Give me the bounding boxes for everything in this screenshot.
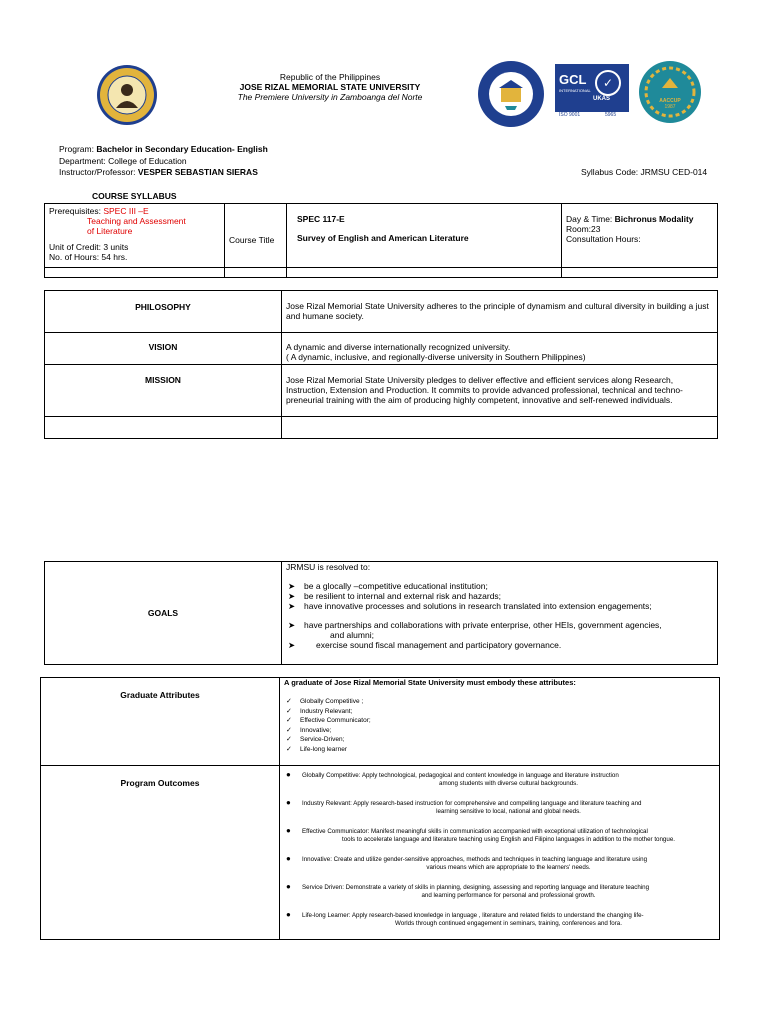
vision-line2: ( A dynamic, inclusive, and regionally-diverse university in Southern Philippines) <box>286 352 586 362</box>
prereq-cell <box>45 204 225 268</box>
list-item: ● Effective Communicator: Manifest meaningful skills in communication accompanied with exceptional utilization of technological tools to accelerate language and literature teaching using English and Filipino languages in addition to the mother tongue. <box>286 826 675 843</box>
department-line: Department: College of Education <box>59 155 187 166</box>
goals-table <box>44 561 718 665</box>
philosophy-label-cell <box>45 291 282 333</box>
outcomes-text-cell <box>280 766 720 940</box>
goals-text-cell <box>282 562 718 665</box>
bullet-icon: ● <box>286 910 291 919</box>
schedule-cell <box>562 204 718 268</box>
program-value: Bachelor in Secondary Education- English <box>96 144 268 154</box>
gcl-iso-certification-logo <box>555 64 629 122</box>
attributes-text-cell <box>280 678 720 766</box>
attributes-intro: A graduate of Jose Rizal Memorial State University must embody these attributes: <box>284 678 576 687</box>
bullet-icon: ● <box>286 826 291 835</box>
arrow-bullet-icon: ➤ <box>288 581 296 591</box>
aaccup-logo <box>638 60 702 124</box>
course-syllabus-heading: COURSE SYLLABUS <box>92 191 177 201</box>
bullet-icon: ● <box>286 854 291 863</box>
syllabus-code: Syllabus Code: JRMSU CED-014 <box>581 167 708 177</box>
college-of-education-logo <box>477 60 545 128</box>
list-item: ➤ exercise sound fiscal management and participatory governance. <box>288 640 562 650</box>
list-item: ➤ be resilient to internal and external risk and hazards; <box>288 591 502 601</box>
prereq-label: Prerequisites: <box>49 206 104 216</box>
iso-label: ISO 9001 <box>559 112 581 118</box>
arrow-bullet-icon: ➤ <box>288 640 296 650</box>
aaccup-year: 1987 <box>664 104 676 110</box>
arrow-bullet-icon: ➤ <box>288 601 296 611</box>
list-item: ➤ have partnerships and collaborations with private enterprise, other HEIs, government agencies, <box>288 620 662 630</box>
attributes-list <box>284 697 715 754</box>
checkmark-icon: ✓ <box>286 707 292 715</box>
attributes-label-cell <box>41 678 280 766</box>
list-item: ● Industry Relevant: Apply research-based instruction for comprehensive and compelling language and literature teaching and learning sensitive to local, national and global needs. <box>286 798 642 815</box>
checkmark-icon: ✓ <box>286 726 292 734</box>
bullet-icon: ● <box>286 770 291 779</box>
attributes-outcomes-table <box>40 677 720 940</box>
outcomes-label: Program Outcomes <box>120 778 200 788</box>
university-seal-logo <box>96 64 158 126</box>
ukas-label: UKAS <box>593 96 611 102</box>
prereq-title-line1: Teaching and Assessment <box>87 216 186 226</box>
goals-label: GOALS <box>147 608 179 618</box>
list-item: ✓ Life-long learner <box>286 745 347 753</box>
instructor-line <box>59 167 268 179</box>
list-item: ✓ Industry Relevant; <box>286 707 353 715</box>
gcl-label: GCL <box>559 72 587 87</box>
mission-label: MISSION <box>145 375 181 385</box>
mission-label-cell <box>45 365 282 417</box>
outcomes-label-cell <box>41 766 280 940</box>
attributes-label: Graduate Attributes <box>120 690 200 700</box>
vision-text-cell <box>282 333 718 365</box>
university-tagline: The Premiere University in Zamboanga del Norte <box>237 92 423 102</box>
vision-line1: A dynamic and diverse internationally recognized university. <box>286 342 511 352</box>
mission-text: Jose Rizal Memorial State University pledges to deliver effective and efficient services along Research, Instruction, Extension and Production. It commits to provide advanced professional, technical and techno-preneurial training with the aim of producing highly competent, innovative and self-renewed individuals. <box>286 375 683 405</box>
vision-label: VISION <box>148 342 178 352</box>
checkmark-icon: ✓ <box>286 745 292 753</box>
pvm-table <box>44 290 718 439</box>
gcl-sub-label: INTERNATIONAL <box>559 88 591 93</box>
checkmark-icon: ✓ <box>595 70 621 96</box>
course-title-label: Course Title <box>229 234 275 245</box>
list-item: ➤ have innovative processes and solutions in research translated into extension engagements; <box>288 601 652 611</box>
room: Room:23 <box>566 224 601 234</box>
list-item: ● Life-long Learner: Apply research-based knowledge in language , literature and related fields to understand the changing life- Worlds through continued engagement in seminars, training, conferences and fora. <box>286 910 644 927</box>
course-code: SPEC 117-E <box>297 214 345 224</box>
list-item: ✓ Innovative; <box>286 726 332 734</box>
program-line <box>59 144 268 156</box>
list-item: and alumni; <box>330 630 374 640</box>
day-time-label: Day & Time: <box>566 214 615 224</box>
list-item: ✓ Effective Communicator; <box>286 717 371 724</box>
arrow-bullet-icon: ➤ <box>288 591 296 601</box>
list-item: ✓ Globally Competitive ; <box>286 698 364 705</box>
course-info-table <box>44 203 718 278</box>
aaccup-label: AACCUP <box>659 98 681 104</box>
course-cell <box>287 204 562 268</box>
checkmark-icon: ✓ <box>286 698 292 705</box>
university-name: JOSE RIZAL MEMORIAL STATE UNIVERSITY <box>239 82 421 92</box>
day-time-value: Bichronus Modality <box>614 214 694 224</box>
philosophy-text-cell <box>282 291 718 333</box>
number-of-hours: No. of Hours: 54 hrs. <box>49 252 128 262</box>
prereq-code: SPEC III –E <box>103 206 149 216</box>
goals-list <box>286 581 713 650</box>
mission-text-cell <box>282 365 718 417</box>
checkmark-icon: ✓ <box>286 717 292 724</box>
instructor-label: Instructor/Professor: <box>59 167 138 177</box>
republic-text: Republic of the Philippines <box>279 72 381 82</box>
list-item: ➤ be a glocally –competitive educational institution; <box>288 581 488 591</box>
philosophy-text: Jose Rizal Memorial State University adheres to the principle of dynamism and cultural diversity in building a just and humane society. <box>286 301 709 321</box>
unit-credit: Unit of Credit: 3 units <box>49 242 129 252</box>
list-item: ● Innovative: Create and utilize gender-sensitive approaches, methods and techniques in teaching language and literature using various means which are appropriate to the learners' needs. <box>286 854 648 871</box>
goals-intro: JRMSU is resolved to: <box>286 562 371 572</box>
course-title: Survey of English and American Literature <box>297 233 469 243</box>
goals-label-cell <box>45 562 282 665</box>
bullet-icon: ● <box>286 798 291 807</box>
consultation-hours: Consultation Hours: <box>566 234 641 244</box>
list-item: ● Service Driven: Demonstrate a variety of skills in planning, designing, assessing and reporting language and literature teaching and learning performance for personal and professional growth. <box>286 882 650 899</box>
checkmark-icon: ✓ <box>286 736 292 743</box>
arrow-bullet-icon: ➤ <box>288 620 296 630</box>
instructor-value: VESPER SEBASTIAN SIERAS <box>137 167 258 177</box>
course-title-label-cell <box>225 204 287 268</box>
program-label: Program: <box>59 144 97 154</box>
philosophy-label: PHILOSOPHY <box>135 302 191 312</box>
vision-label-cell <box>45 333 282 365</box>
prereq-title-line2: of Literature <box>87 226 133 236</box>
iso-number: 5965 <box>605 112 617 118</box>
bullet-icon: ● <box>286 882 291 891</box>
list-item: ● Globally Competitive: Apply technological, pedagogical and content knowledge in language and literature instruction among students with diverse cultural backgrounds. <box>286 770 619 787</box>
list-item: ✓ Service-Driven; <box>286 736 345 743</box>
